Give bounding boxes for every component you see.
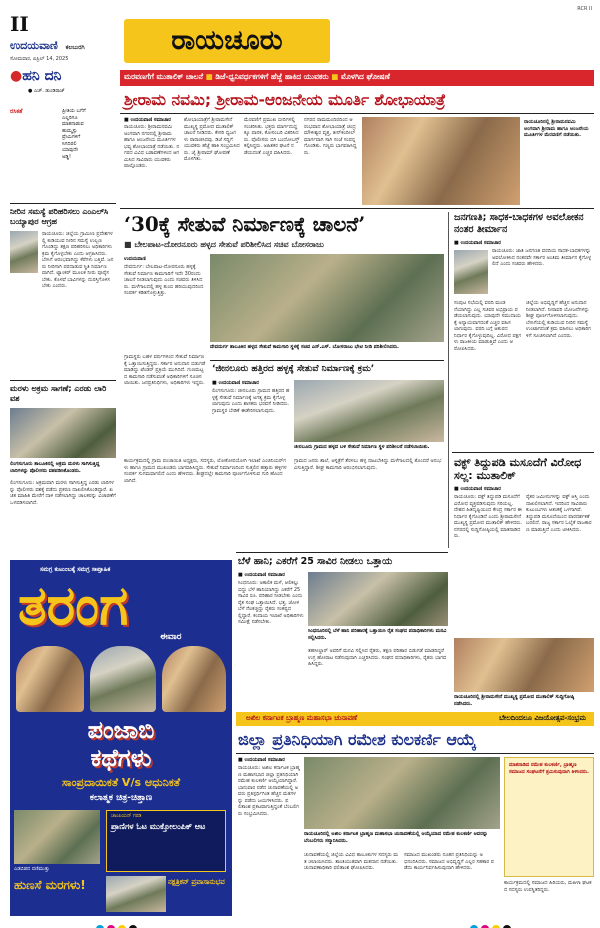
bridge-headline: ‘30ಕ್ಕೆ ಸೇತುವೆ ನಿರ್ಮಾಣಕ್ಕೆ ಚಾಲನೆ’	[124, 212, 366, 236]
divider	[10, 380, 116, 381]
ad-portrait-right	[162, 646, 226, 712]
hanidani-title: ●ಹನಿ ದನಿ	[10, 68, 62, 84]
bridge-photo	[210, 254, 444, 342]
ad-subtitle: ಸಾಂಪ್ರದಾಯಿಕತೆ V/s ಆಧುನಿಕತೆ	[61, 776, 181, 789]
story-body: ಸಮಾಜದ ಮುಖಂಡರು ನೂತನ ಪ್ರತಿನಿಧಿಯನ್ನು ಅಭಿನಂದಿಸಿದರು. ಸಮಾಜದ ಅಭಿವೃದ್ಧಿಗೆ ಎಲ್ಲರ ಸಹಕಾರ ಪಡೆದು ಕಾರ್ಯನಿರ್ವಹಿಸುವುದಾಗಿ ಹೇಳಿದರು.	[404, 852, 494, 871]
ramanavami-headline: ಶ್ರೀರಾಮ ನವಮಿ; ಶ್ರೀರಾಮ-ಆಂಜನೇಯ ಮೂರ್ತಿ ಶೋಭಾಯಾತ್ರೆ	[124, 91, 446, 109]
crop-headline: ಬೆಳೆ ಹಾನಿ; ಎಕರೆಗೆ 25 ಸಾವಿರ ನೀಡಲು ಒತ್ತಾಯ	[238, 556, 393, 567]
jinaluru-photo	[294, 380, 444, 442]
ticker-item: ಮರವಣಗೆಗೆ ಮುತಾಲಿಕ್ ಚಾಲನೆ	[124, 72, 203, 81]
dateline: ■ ಉದಯವಾಣಿ ಸಮಾಚಾರ	[238, 572, 285, 578]
story-body: ರಾಯಚೂರು: ಶ್ರೀರಾಮನವಮಿ ಅಂಗವಾಗಿ ನಗರದಲ್ಲಿ ಶ್ರೀರಾಮ ಹಾಗೂ ಆಂಜನೇಯ ಮೂರ್ತಿಗಳ ಭವ್ಯ ಶೋಭಾಯಾತ್ರೆ ನಡೆಯಿತು. ನಗರದ ವಿವಿಧ ಬಡಾವಣೆಗಳಿಂದ ಆಗಮಿಸಿದ ಸಾವಿರಾರು ಯುವಕರು ಪಾಲ್ಗೊಂಡರು.	[124, 124, 180, 169]
census-headline: ಜನಗಣತಿ; ಸಾಧಕ-ಬಾಧಕಗಳ ಅವಲೋಕನ ನಂತರ ತೀರ್ಮಾನ	[454, 212, 584, 235]
story-sand	[10, 384, 116, 554]
ticker-bar: ಮರವಣಗೆಗೆ ಮುತಾಲಿಕ್ ಚಾಲನೆ ■ ಡಿಜೆ-ಧ್ವನಿವರ್ಧಕಗಳಿಗೆ ಹೆಜ್ಜೆ ಹಾಕಿದ ಯುವಕರು ■ ಮೊಳಗಿದ ಘೋಷಣೆ	[120, 70, 594, 86]
ad-corner-photo	[106, 876, 166, 912]
dateline: ■ ಉದಯವಾಣಿ ಸಮಾಚಾರ	[238, 757, 285, 763]
ad-title: ತರಂಗ	[18, 574, 129, 637]
procession-photo	[362, 117, 520, 205]
headline: ನೀರಿನ ಸಮಸ್ಯೆ ಪರಿಹರಿಸಲು ಎಂಎಲ್‌ಸಿ ಬಯ್ಯಾಪುರ ಆಗ್ರಹ	[10, 207, 109, 226]
divider	[448, 212, 449, 548]
story-body: ಕಾರ್ಯಕ್ರಮದಲ್ಲಿ ಗ್ರಾಮ ಪಂಚಾಯಿತಿ ಅಧ್ಯಕ್ಷರು, ಸದಸ್ಯರು, ಲೋಕೋಪಯೋಗಿ ಇಲಾಖೆ ಎಂಜಿನಿಯರ್‌ಗಳು ಹಾಗೂ ಗ್ರಾಮದ ಮುಖಂಡರು ಭಾಗವಹಿಸಿದ್ದರು. ಸೇತುವೆ ನಿರ್ಮಾಣದಿಂದ ಸುತ್ತಲಿನ ಹತ್ತಾರು ಹಳ್ಳಿಗಳ ಸಂಪರ್ಕ ಸುಗಮವಾಗಲಿದೆ ಎಂದು ಹೇಳಿದರು. ಶೀಘ್ರದಲ್ಲೇ ಕಾಮಗಾರಿ ಪೂರ್ಣಗೊಳಿಸುವ ಗುರಿ ಹೊಂದಲಾಗಿದೆ.	[124, 458, 287, 484]
ad-left-photo	[14, 810, 100, 864]
color-registration-marks	[96, 918, 140, 928]
hanidani-box	[10, 68, 116, 200]
hanidani-byline: ● ಎಚ್. ಡುಂಡಿರಾಜ್	[28, 88, 65, 94]
divider	[120, 113, 594, 114]
ad-left-label: ಎಡಬಿಡದ ದಣಿಮುತ್ತು	[14, 866, 50, 872]
side-box-text: ಮಾತನಾಡಿದ ರಮೇಶ ಕುಲಕರ್ಣಿ, ಬ್ರಾಹ್ಮಣ ಸಮಾಜದ ಸಂಘಟನೆಗೆ ಶ್ರಮಿಸುವುದಾಗಿ ತಿಳಿಸಿದರು.	[509, 762, 589, 775]
ad-subtitle2: ಕಲಾತ್ಮಕ ಚಿತ್ರ-ಚಿತ್ತಾಣ	[89, 793, 153, 803]
ad-feature-title-2: ಕಥೆಗಳು	[90, 744, 152, 772]
ad-tagline: ಸಮಗ್ರ ಕುಟುಂಬಕ್ಕೆ ಸಮಗ್ರ ಸಾಪ್ತಾಹಿಕ	[40, 566, 111, 573]
story-body: ತಹಸೀಲ್ದಾರ್ ಅವರಿಗೆ ಮನವಿ ಸಲ್ಲಿಸಿದ ರೈತರು, ತಕ್ಷಣ ಪರಿಹಾರ ಬಿಡುಗಡೆ ಮಾಡದಿದ್ದರೆ ಉಗ್ರ ಹೋರಾಟ ನಡೆಸುವುದಾಗಿ ಎಚ್ಚರಿಸಿದರು. ಸಂಘದ ಪದಾಧಿಕಾರಿಗಳು, ರೈತರು ಭಾಗವಹಿಸಿದ್ದರು.	[308, 648, 447, 667]
dateline: ■ ಉದಯವಾಣಿ ಸಮಾಚಾರ	[124, 117, 171, 123]
story-photo	[10, 231, 38, 273]
section-title-banner	[124, 19, 330, 63]
story-body: ಜಿಲ್ಲೆಯ ಅಭಿವೃದ್ಧಿಗೆ ಹೆಚ್ಚಿನ ಅನುದಾನ ನೀಡಲಾಗಿದೆ. ನೀರಾವರಿ ಯೋಜನೆಗಳನ್ನು ಶೀಘ್ರ ಪೂರ್ಣಗೊಳಿಸಲಾಗುವುದು. ಬೇಸಿಗೆಯಲ್ಲಿ ಕುಡಿಯುವ ನೀರಿನ ಸಮಸ್ಯೆ ಉಂಟಾಗದಂತೆ ಕ್ರಮ ವಹಿಸಲು ಅಧಿಕಾರಿಗಳಿಗೆ ಸೂಚಿಸಲಾಗಿದೆ ಎಂದರು.	[526, 300, 591, 339]
photo-caption: ದೇವದುರ್ಗ ತಾಲೂಕಿನ ಹಳ್ಳದ ಸೇತುವೆ ಕಾಮಗಾರಿ ಸ್ಥಳಕ್ಕೆ ಸಚಿವ ಎನ್.ಎಸ್. ಬೋಸರಾಜು ಭೇಟಿ ನೀಡಿ ಪರಿಶೀಲಿಸಿದರು.	[210, 344, 399, 350]
dateline: ■ ಉದಯವಾಣಿ ಸಮಾಚಾರ	[212, 380, 259, 386]
divider	[210, 360, 444, 361]
corner-code: RCR II	[577, 6, 592, 12]
story-body: ಕಾರ್ಯಕ್ರಮದಲ್ಲಿ ಸಮಾಜದ ಹಿರಿಯರು, ಮಹಿಳಾ ಘಟಕದ ಸದಸ್ಯರು ಉಪಸ್ಥಿತರಿದ್ದರು.	[504, 880, 592, 893]
photo-caption: ಲಿಂಗಸುಗೂರು ತಾಲೂಕಿನಲ್ಲಿ ಅಕ್ರಮ ಮರಳು ಸಾಗಿಸುತ್ತಿದ್ದ ಲಾರಿಗಳನ್ನು ಪೊಲೀಸರು ವಶಪಡಿಸಿಕೊಂಡರು.	[10, 461, 100, 474]
poem-title: ರಸಿಕತೆ	[10, 108, 23, 115]
lorry-photo	[10, 408, 116, 458]
story-body: ರಾಯಚೂರು: ಜಿಲ್ಲೆಯ ಗ್ರಾಮೀಣ ಪ್ರದೇಶಗಳಲ್ಲಿ ಕುಡಿಯುವ ನೀರಿನ ಸಮಸ್ಯೆ ಉಲ್ಬಣಗೊಂಡಿದ್ದು ತಕ್ಷಣ ಪರಿಹರಿಸಲು ಅಧಿಕಾರಿಗಳು ಕ್ರಮ ಕೈಗೊಳ್ಳಬೇಕು ಎಂದು ಆಗ್ರಹಿಸಿದರು. ಬೇಸಿಗೆ ಆರಂಭವಾಗಿದ್ದು ಕೆರೆಗಳು ಬತ್ತಿವೆ. ಜನರು ನೀರಿಗಾಗಿ ಪರದಾಡುವ ಸ್ಥಿತಿ ನಿರ್ಮಾಣವಾಗಿದೆ. ಟ್ಯಾಂಕರ್ ಮೂಲಕ ನೀರು ಪೂರೈಸಬೇಕು. ಕೊಳವೆ ಬಾವಿಗಳನ್ನು ದುರಸ್ತಿಗೊಳಿಸಬೇಕು ಎಂದರು.	[42, 231, 114, 289]
story-water	[10, 207, 116, 377]
story-body: ದೇವದುರ್ಗ: ಬೇಲಪಾಟ-ದೋರನೂರು ಹಳ್ಳಕ್ಕೆ ಸೇತುವೆ ನಿರ್ಮಾಣ ಕಾಮಗಾರಿಗೆ ಇದೇ 30ರಂದು ಚಾಲನೆ ನೀಡಲಾಗುವುದು ಎಂದು ಸಚಿವರು ತಿಳಿಸಿದರು. ಮಳೆಗಾಲದಲ್ಲಿ ಹಳ್ಳ ತುಂಬಿ ಹರಿಯುವುದರಿಂದ ಸಂಪರ್ಕ ಕಡಿತಗೊಳ್ಳುತ್ತಿತ್ತು.	[124, 264, 204, 296]
banner-left: ಅಖಿಲ ಕರ್ನಾಟಕ ಬ್ರಾಹ್ಮಣ ಮಹಾಸಭಾ ಚುನಾವಣೆ	[246, 714, 358, 722]
paper-name: ಉದಯವಾಣಿ ಕಲಬುರಗಿ	[10, 39, 85, 52]
banner-right: ಬೇಲದಿಂದಲೂ ವಿಜಯೋತ್ಸವ-ಸಂಭ್ರಮ	[499, 714, 586, 722]
headline: ಮರಳು ಅಕ್ರಮ ಸಾಗಣೆ; ಎರಡು ಲಾರಿ ವಶ	[10, 384, 107, 403]
story-body: ನಗರದ ರಾಮಮಂದಿರದಿಂದ ಆರಂಭವಾದ ಶೋಭಾಯಾತ್ರೆ ಚಂದ್ರಮೌಳೀಶ್ವರ ವೃತ್ತ, ತೀನ್‌ಕಂದೀಲ್ ಮಾರ್ಗವಾಗಿ ಸಾಗಿ ಸಂಜೆ ಸಂಪನ್ನಗೊಂಡಿತು. ಗಣ್ಯರು ಭಾಗವಹಿಸಿದ್ದರು.	[304, 117, 357, 156]
photo-caption: ಜೀನಲೂರು ಗ್ರಾಮದ ಹಳ್ಳದ ಬಳಿ ಸೇತುವೆ ನಿರ್ಮಾಣ ಸ್ಥಳ ಪರಿಶೀಲನೆ ನಡೆಸಲಾಯಿತು.	[294, 444, 430, 450]
story-body: ಸಂಪುಟ ಸಭೆಯಲ್ಲಿ ವರದಿ ಮಂಡನೆಯಾಗಿದ್ದು ಎಲ್ಲ ಸಚಿವರ ಅಭಿಪ್ರಾಯ ಪಡೆಯಲಾಗುವುದು. ಯಾವುದೇ ಸಮುದಾಯಕ್ಕೆ ಅನ್ಯಾಯವಾಗದಂತೆ ಎಚ್ಚರ ವಹಿಸಲಾಗುವುದು. ವರದಿ ಬಗ್ಗೆ ಆತುರದ ನಿರ್ಧಾರ ಕೈಗೊಳ್ಳುವುದಿಲ್ಲ. ವಿರೋಧ ಪಕ್ಷಗಳು ರಾಜಕೀಯ ಮಾಡುತ್ತಿವೆ ಎಂದು ಆರೋಪಿಸಿದರು.	[454, 300, 522, 352]
divider	[120, 208, 594, 209]
poem-body: ಪ್ರೀತಿಯ ಬಗೆಗೆ ಎಲ್ಲರಿಗೂ ಮಾತನಾಡುವ ಹುಮ್ಮಸ್ಸು ಪ್ರೇಮಿಗಳಿಗೆ ಸಿಗದಿರಲಿ ಯಾವುದೇ ಅಡ್ಡಿ!	[62, 108, 86, 160]
minister-photo	[454, 250, 488, 294]
ad-issue: ಈವಾರ	[160, 632, 182, 642]
divider	[452, 452, 594, 453]
ad-inset	[106, 810, 226, 872]
muthalik-photo	[454, 638, 594, 692]
ad-portrait-left	[16, 646, 84, 712]
crop-photo	[308, 572, 448, 626]
dateline: ■ ಉದಯವಾಣಿ ಸಮಾಚಾರ	[454, 240, 501, 246]
photo-caption: ರಾಯಚೂರಿನಲ್ಲಿ ಅಖಿಲ ಕರ್ನಾಟಕ ಬ್ರಾಹ್ಮಣ ಮಹಾಸಭಾ ಚುನಾವಣೆಯಲ್ಲಿ ಆಯ್ಕೆಯಾದ ರಮೇಶ ಕುಲಕರ್ಣಿ ಅವರನ್ನು ಬೆಂಬಲಿಗರು ಸನ್ಮಾನಿಸಿದರು.	[304, 831, 488, 844]
ad-left-title: ಹುಣಸೆ ಮರಗಳು!	[14, 878, 86, 892]
story-body: ರಾಯಚೂರು: ಜಾತಿ ಜನಗಣತಿ ವರದಿಯ ಸಾಧಕ-ಬಾಧಕಗಳನ್ನು ಅವಲೋಕಿಸಿದ ನಂತರವೇ ಸರ್ಕಾರ ಅಂತಿಮ ತೀರ್ಮಾನ ಕೈಗೊಳ್ಳಲಿದೆ ಎಂದು ಸಚಿವರು ಹೇಳಿದರು.	[492, 248, 592, 267]
page-number: II	[10, 12, 29, 36]
divider	[236, 552, 448, 553]
columnist-photo	[10, 98, 32, 168]
muthalik-headline: ವಕ್ಫ್ ತಿದ್ದುಪಡಿ ಮಸೂದೆಗೆ ವಿರೋಧ ಸಲ್ಲ: ಮುತಾಲಿಕ್	[454, 456, 582, 482]
bridge-subhead: ■ ಬೇಲಪಾಟ-ದೋರನೂರು ಹಳ್ಳದ ಸೇತುವೆ ಪರಿಶೀಲಿಸಿದ ಸಚಿವ ಬೋಸರಾಜು	[124, 240, 324, 249]
kulkarni-headline: ಜಿಲ್ಲಾ ಪ್ರತಿನಿಧಿಯಾಗಿ ರಮೇಶ ಕುಲಕರ್ಣಿ ಆಯ್ಕೆ	[238, 730, 477, 749]
story-body: ಶೋಭಾಯಾತ್ರೆಗೆ ಶ್ರೀರಾಮಸೇನೆ ಮುಖ್ಯಸ್ಥ ಪ್ರಮೋದ ಮುತಾಲಿಕ್ ಚಾಲನೆ ನೀಡಿದರು. ಕೇಸರಿ ಧ್ವಜಗಳು ರಾರಾಜಿಸಿದವು. ಡಿಜೆ ಸದ್ದಿಗೆ ಯುವಕರು ಹೆಜ್ಜೆ ಹಾಕಿ ಸಂಭ್ರಮಿಸಿದರು. ಜೈ ಶ್ರೀರಾಮ್ ಘೋಷಣೆ ಮೊಳಗಿತು.	[184, 117, 240, 162]
taranga-ad[interactable]	[10, 560, 232, 916]
photo-caption: ಸಿಂಧನೂರಿನಲ್ಲಿ ಬೆಳೆ ಹಾನಿ ಪರಿಹಾರಕ್ಕೆ ಒತ್ತಾಯಿಸಿ ರೈತ ಸಂಘದ ಪದಾಧಿಕಾರಿಗಳು ಮನವಿ ಸಲ್ಲಿಸಿದರು.	[308, 628, 447, 641]
story-body: ಸಿಂಧನೂರು: ಅಕಾಲಿಕ ಮಳೆ, ಆಲಿಕಲ್ಲು ಬಿದ್ದು ಬೆಳೆ ಹಾನಿಯಾಗಿದ್ದು ಎಕರೆಗೆ 25 ಸಾವಿರ ರೂ. ಪರಿಹಾರ ನೀಡಬೇಕು ಎಂದು ರೈತ ಸಂಘ ಒತ್ತಾಯಿಸಿದೆ. ಭತ್ತ, ಜೋಳ ಬೆಳೆ ನೆಲಕಚ್ಚಿದ್ದು ರೈತರು ಸಂಕಷ್ಟದಲ್ಲಿದ್ದಾರೆ. ಕಂದಾಯ ಇಲಾಖೆ ಅಧಿಕಾರಿಗಳು ಸಮೀಕ್ಷೆ ನಡೆಸಬೇಕು.	[238, 580, 304, 625]
story-body: ಲಿಂಗಸುಗೂರು: ಜೀನಲೂರು ಗ್ರಾಮದ ಹತ್ತಿರದ ಹಳ್ಳಕ್ಕೆ ಸೇತುವೆ ನಿರ್ಮಾಣಕ್ಕೆ ಅಗತ್ಯ ಕ್ರಮ ಕೈಗೊಳ್ಳಲಾಗುವುದು ಎಂದು ಶಾಸಕರು ಭರವಸೆ ನೀಡಿದರು. ಗ್ರಾಮಸ್ಥರ ಬೇಡಿಕೆ ಈಡೇರಿಸಲಾಗುವುದು.	[212, 388, 290, 414]
color-registration-marks	[470, 918, 514, 928]
dateline-date: ಸೋಮವಾರ, ಏಪ್ರಿಲ್ 14, 2025	[10, 56, 69, 62]
jinaluru-headline: ‘ಜೀನಲೂರು ಹತ್ತಿರದ ಹಳ್ಳಕ್ಕೆ ಸೇತುವೆ ನಿರ್ಮಾಣಕ್ಕೆ ಕ್ರಮ’	[212, 364, 375, 374]
story-body: ಗ್ರಾಮದ ಜನರು ಶಾಲೆ, ಆಸ್ಪತ್ರೆಗೆ ತೆರಳಲು ಹಳ್ಳ ದಾಟಬೇಕಿದ್ದು ಮಳೆಗಾಲದಲ್ಲಿ ತೊಂದರೆ ಅನುಭವಿಸುತ್ತಿದ್ದಾರೆ. ಶೀಘ್ರ ಕಾಮಗಾರಿ ಆರಂಭಿಸಲಾಗುವುದು.	[294, 458, 442, 471]
story-body: ಮೆರವಣಿಗೆ ಪ್ರಮುಖ ಬೀದಿಗಳಲ್ಲಿ ಸಂಚರಿಸಿತು. ಭಕ್ತರು ಮಾರ್ಗದುದ್ದಕ್ಕೂ ಪಾನಕ, ಕೋಸಂಬರಿ ವಿತರಿಸಿದರು. ಪೊಲೀಸರು ಬಿಗಿ ಬಂದೋಬಸ್ತ್ ಕಲ್ಪಿಸಿದ್ದರು. ಅಹಿತಕರ ಘಟನೆ ನಡೆಯದಂತೆ ಎಚ್ಚರ ವಹಿಸಿದರು.	[244, 117, 300, 156]
story-body: ರಾಯಚೂರು: ವಕ್ಫ್ ತಿದ್ದುಪಡಿ ಮಸೂದೆಗೆ ವಿರೋಧ ವ್ಯಕ್ತಪಡಿಸುವುದು ಸರಿಯಲ್ಲ. ದೇಶದ ಹಿತದೃಷ್ಟಿಯಿಂದ ಕೇಂದ್ರ ಸರ್ಕಾರ ಈ ನಿರ್ಧಾರ ಕೈಗೊಂಡಿದೆ ಎಂದು ಶ್ರೀರಾಮಸೇನೆ ಮುಖ್ಯಸ್ಥ ಪ್ರಮೋದ ಮುತಾಲಿಕ್ ಹೇಳಿದರು. ನಗರದಲ್ಲಿ ಸುದ್ದಿಗೋಷ್ಠಿಯಲ್ಲಿ ಮಾತನಾಡಿದರು.	[454, 494, 522, 539]
brahmana-banner	[236, 712, 594, 726]
ad-portrait-center	[90, 646, 156, 712]
kulkarni-photo	[304, 757, 500, 829]
story-body: ಗ್ರಾಮಸ್ಥರು ಬಹಳ ವರ್ಷಗಳಿಂದ ಸೇತುವೆ ನಿರ್ಮಾಣಕ್ಕೆ ಒತ್ತಾಯಿಸುತ್ತಿದ್ದರು. ಸರ್ಕಾರ ಅನುದಾನ ಬಿಡುಗಡೆ ಮಾಡಿದ್ದು ಟೆಂಡರ್ ಪ್ರಕ್ರಿಯೆ ಮುಗಿದಿದೆ. ಗುಣಮಟ್ಟದ ಕಾಮಗಾರಿ ನಡೆಸುವಂತೆ ಅಧಿಕಾರಿಗಳಿಗೆ ಸೂಚಿಸಲಾಯಿತು. ಜನಪ್ರತಿನಿಧಿಗಳು, ಅಧಿಕಾರಿಗಳು ಇದ್ದರು.	[124, 354, 206, 386]
ad-feature-title-1: ಪಂಜಾಬಿ	[87, 716, 155, 744]
ticker-item: ಡಿಜೆ-ಧ್ವನಿವರ್ಧಕಗಳಿಗೆ ಹೆಜ್ಜೆ ಹಾಕಿದ ಯುವಕರು	[215, 72, 329, 81]
story-body: ರೈತರ ಜಮೀನುಗಳನ್ನು ವಕ್ಫ್ ಆಸ್ತಿ ಎಂದು ದಾಖಲಿಸಲಾಗಿದೆ. ಇದರಿಂದ ಸಾವಿರಾರು ಕುಟುಂಬಗಳು ಆತಂಕಕ್ಕೆ ಒಳಗಾಗಿವೆ. ತಿದ್ದುಪಡಿ ಮಸೂದೆಯಿಂದ ಪಾರದರ್ಶಕತೆ ಬರಲಿದೆ. ರಾಜ್ಯ ಸರ್ಕಾರ ಓಲೈಕೆ ರಾಜಕಾರಣ ಮಾಡುತ್ತಿದೆ ಎಂದು ಟೀಕಿಸಿದರು.	[526, 494, 592, 533]
dateline: ■ ಉದಯವಾಣಿ ಸಮಾಚಾರ	[454, 486, 501, 492]
story-body: ಚುನಾವಣೆಯಲ್ಲಿ ಜಿಲ್ಲೆಯ ವಿವಿಧ ತಾಲೂಕುಗಳ ಸದಸ್ಯರು ಮತ ಚಲಾಯಿಸಿದರು. ಶಾಂತಿಯುತವಾಗಿ ಮತದಾನ ನಡೆಯಿತು. ಚುನಾವಣಾಧಿಕಾರಿ ಫಲಿತಾಂಶ ಘೋಷಿಸಿದರು.	[304, 852, 399, 871]
divider	[236, 753, 594, 754]
ticker-item: ಮೊಳಗಿದ ಘೋಷಣೆ	[340, 72, 390, 81]
section-title: ರಾಯಚೂರು	[171, 25, 283, 56]
divider	[10, 203, 116, 204]
ad-inset-title: ಪ್ರಾಣಿಗಳ ಓಟ ಮುಕ್ತೋಲಂಪಿಕ್ ಆಟ	[111, 821, 206, 831]
photo-side-caption: ರಾಯಚೂರಿನಲ್ಲಿ ಶ್ರೀರಾಮನವಮಿ ಅಂಗವಾಗಿ ಶ್ರೀರಾಮ ಹಾಗೂ ಆಂಜನೇಯ ಮೂರ್ತಿಗಳ ಮೆರವಣಿಗೆ ನಡೆಯಿತು.	[524, 119, 589, 138]
story-body: ಲಿಂಗಸುಗೂರು: ಅಕ್ರಮವಾಗಿ ಮರಳು ಸಾಗಿಸುತ್ತಿದ್ದ ಎರಡು ಲಾರಿಗಳನ್ನು ಪೊಲೀಸರು ವಶಕ್ಕೆ ಪಡೆದು ಪ್ರಕರಣ ದಾಖಲಿಸಿಕೊಂಡಿದ್ದಾರೆ. ಖಚಿತ ಮಾಹಿತಿ ಮೇರೆಗೆ ದಾಳಿ ನಡೆಸಲಾಗಿದ್ದು ಚಾಲಕರನ್ನು ವಿಚಾರಣೆಗೆ ಒಳಪಡಿಸಲಾಗಿದೆ.	[10, 480, 116, 506]
story-body: ರಾಯಚೂರು: ಅಖಿಲ ಕರ್ನಾಟಕ ಬ್ರಾಹ್ಮಣ ಮಹಾಸಭಾದ ಜಿಲ್ಲಾ ಪ್ರತಿನಿಧಿಯಾಗಿ ರಮೇಶ ಕುಲಕರ್ಣಿ ಆಯ್ಕೆಯಾಗಿದ್ದಾರೆ. ಭಾನುವಾರ ನಡೆದ ಚುನಾವಣೆಯಲ್ಲಿ ಅವರು ಪ್ರತಿಸ್ಪರ್ಧಿಗಿಂತ ಹೆಚ್ಚಿನ ಮತಗಳನ್ನು ಪಡೆದು ಜಯಗಳಿಸಿದರು. ಫಲಿತಾಂಶ ಪ್ರಕಟವಾಗುತ್ತಿದ್ದಂತೆ ಬೆಂಬಲಿಗರು ಸಂಭ್ರಮಿಸಿದರು.	[238, 765, 300, 817]
dateline: ಉದಯವಾಣಿ	[124, 256, 146, 262]
ad-inset-label: ಚಾಂಪಿಯನ್ ಗರಡಿ	[111, 813, 142, 819]
ad-corner-label: ನಕ್ಷತ್ರಿಕನ್ ಪ್ರವಾಸಾನುಭವ	[168, 878, 225, 886]
masthead	[6, 6, 594, 64]
photo-caption: ರಾಯಚೂರಿನಲ್ಲಿ ಶ್ರೀರಾಮಸೇನೆ ಮುಖ್ಯಸ್ಥ ಪ್ರಮೋದ ಮುತಾಲಿಕ್ ಸುದ್ದಿಗೋಷ್ಠಿ ನಡೆಸಿದರು.	[454, 694, 575, 707]
kulkarni-side-box	[504, 757, 594, 877]
edition-city: ಕಲಬುರಗಿ	[65, 44, 85, 51]
